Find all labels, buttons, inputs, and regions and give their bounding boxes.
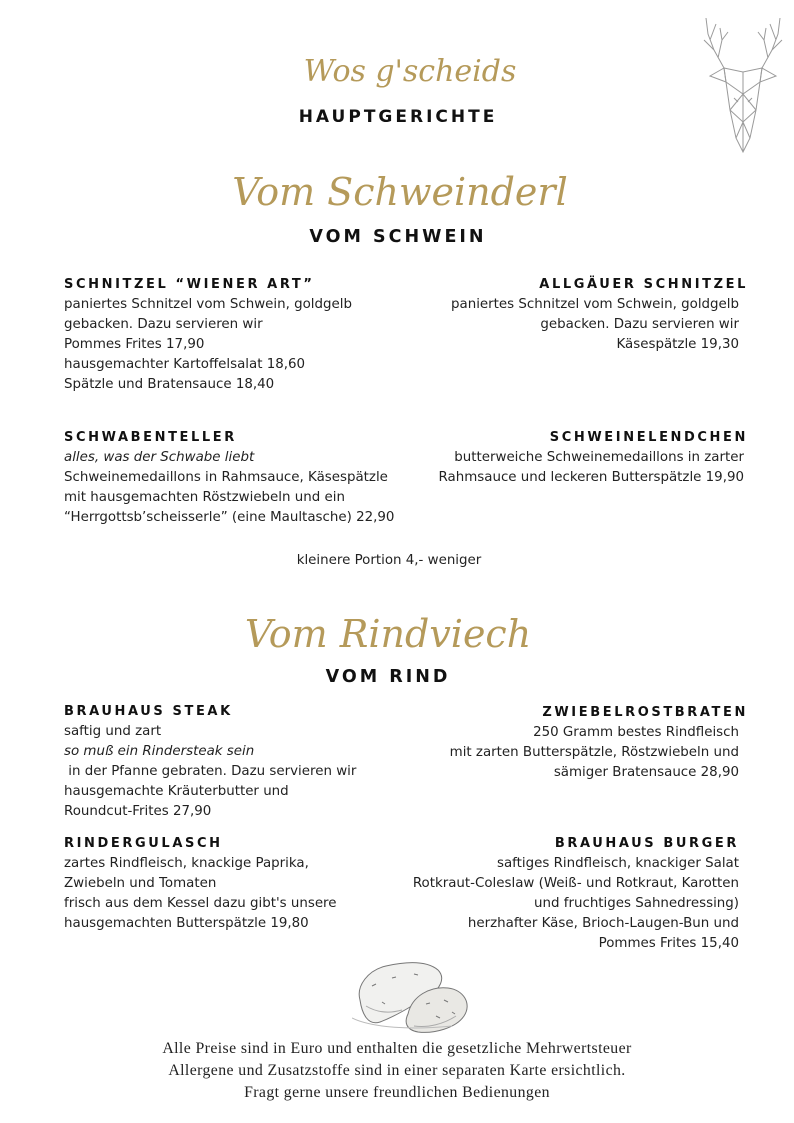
dish-name: RINDERGULASCH: [64, 836, 223, 851]
dish-line: Käsespätzle 19,30: [616, 337, 739, 352]
dish-line: mit hausgemachten Röstzwiebeln und ein: [64, 490, 345, 505]
dish-line: saftiges Rindfleisch, knackiger Salat: [496, 856, 739, 871]
dish-name: BRAUHAUS BURGER: [554, 836, 739, 851]
dish-line: Zwiebeln und Tomaten: [64, 876, 217, 891]
dish-name: SCHWEINELENDCHEN: [549, 430, 748, 445]
dish-schweinelendchen: [438, 430, 748, 488]
dish-line: Pommes Frites 17,90: [64, 337, 205, 352]
dish-line: 250 Gramm bestes Rindfleisch: [533, 725, 739, 740]
dish-line: Spätzle und Bratensauce 18,40: [64, 377, 275, 392]
dish-name: SCHNITZEL “WIENER ART”: [64, 277, 315, 292]
dish-line: sämiger Bratensauce 28,90: [553, 765, 739, 780]
section-title-beef: VOM RIND: [325, 667, 451, 687]
header-script-title: Wos g'scheids: [303, 54, 517, 89]
dish-line: “Herrgottsb’scheisserle” (eine Maultasche) 22,90: [64, 510, 395, 525]
dish-allgaeuer-schnitzel: [451, 277, 748, 355]
dish-line: so muß ein Rindersteak sein: [64, 744, 255, 759]
dish-line: zartes Rindfleisch, knackige Paprika,: [64, 856, 309, 871]
dish-line: Pommes Frites 15,40: [598, 936, 739, 951]
footer-line: Alle Preise sind in Euro und enthalten die gesetzliche Mehrwertsteuer: [162, 1040, 632, 1057]
section-script-title-beef: Vom Rindviech: [244, 612, 532, 656]
dish-line: gebacken. Dazu servieren wir: [64, 317, 263, 332]
footer-notes: [0, 1038, 794, 1104]
dish-line: und fruchtiges Sahnedressing): [534, 896, 739, 911]
dish-line: hausgemachten Butterspätzle 19,80: [64, 916, 309, 931]
dish-line: herzhafter Käse, Brioch-Laugen-Bun und: [467, 916, 739, 931]
dish-line: in der Pfanne gebraten. Dazu servieren wir: [64, 764, 357, 779]
dish-zwiebelrostbraten: [449, 705, 748, 783]
dish-rindergulasch: [64, 836, 352, 934]
page-title: HAUPTGERICHTE: [298, 107, 498, 127]
dish-line: hausgemachte Kräuterbutter und: [64, 784, 289, 799]
dish-name: BRAUHAUS STEAK: [64, 704, 233, 719]
dish-line: Roundcut-Frites 27,90: [64, 804, 212, 819]
portion-note: kleinere Portion 4,- weniger: [296, 553, 482, 568]
dish-line: paniertes Schnitzel vom Schwein, goldgelb: [451, 297, 739, 312]
dish-line: Rotkraut-Coleslaw (Weiß- und Rotkraut, Karotten: [412, 876, 739, 891]
dish-line: Schweinemedaillons in Rahmsauce, Käsespätzle: [64, 470, 388, 485]
dish-line: Rahmsauce und leckeren Butterspätzle 19,90: [438, 470, 744, 485]
dish-brauhaus-steak: [64, 704, 356, 822]
dish-line: gebacken. Dazu servieren wir: [540, 317, 739, 332]
dish-subtitle: alles, was der Schwabe liebt: [64, 450, 255, 465]
footer-line: Fragt gerne unsere freundlichen Bedienungen: [244, 1084, 550, 1101]
dish-line: mit zarten Butterspätzle, Röstzwiebeln und: [449, 745, 739, 760]
footer-line: Allergene und Zusatzstoffe sind in einer separaten Karte ersichtlich.: [168, 1062, 626, 1079]
dish-brauhaus-burger: [413, 836, 744, 954]
dish-line: paniertes Schnitzel vom Schwein, goldgelb: [64, 297, 352, 312]
section-title-pork: VOM SCHWEIN: [309, 227, 487, 247]
dish-schnitzel-wiener-art: [64, 277, 352, 395]
dish-line: frisch aus dem Kessel dazu gibt's unsere: [64, 896, 337, 911]
dish-line: butterweiche Schweinemedaillons in zarter: [454, 450, 744, 465]
dish-line: saftig und zart: [64, 724, 162, 739]
dish-name: ALLGÄUER SCHNITZEL: [539, 277, 748, 292]
dish-line: hausgemachter Kartoffelsalat 18,60: [64, 357, 306, 372]
dish-schwabenteller: [64, 430, 394, 528]
dish-name: ZWIEBELROSTBRATEN: [542, 705, 748, 720]
section-script-title-pork: Vom Schweinderl: [232, 170, 568, 214]
potato-illustration-icon: [352, 956, 472, 1036]
dish-name: SCHWABENTELLER: [64, 430, 237, 445]
